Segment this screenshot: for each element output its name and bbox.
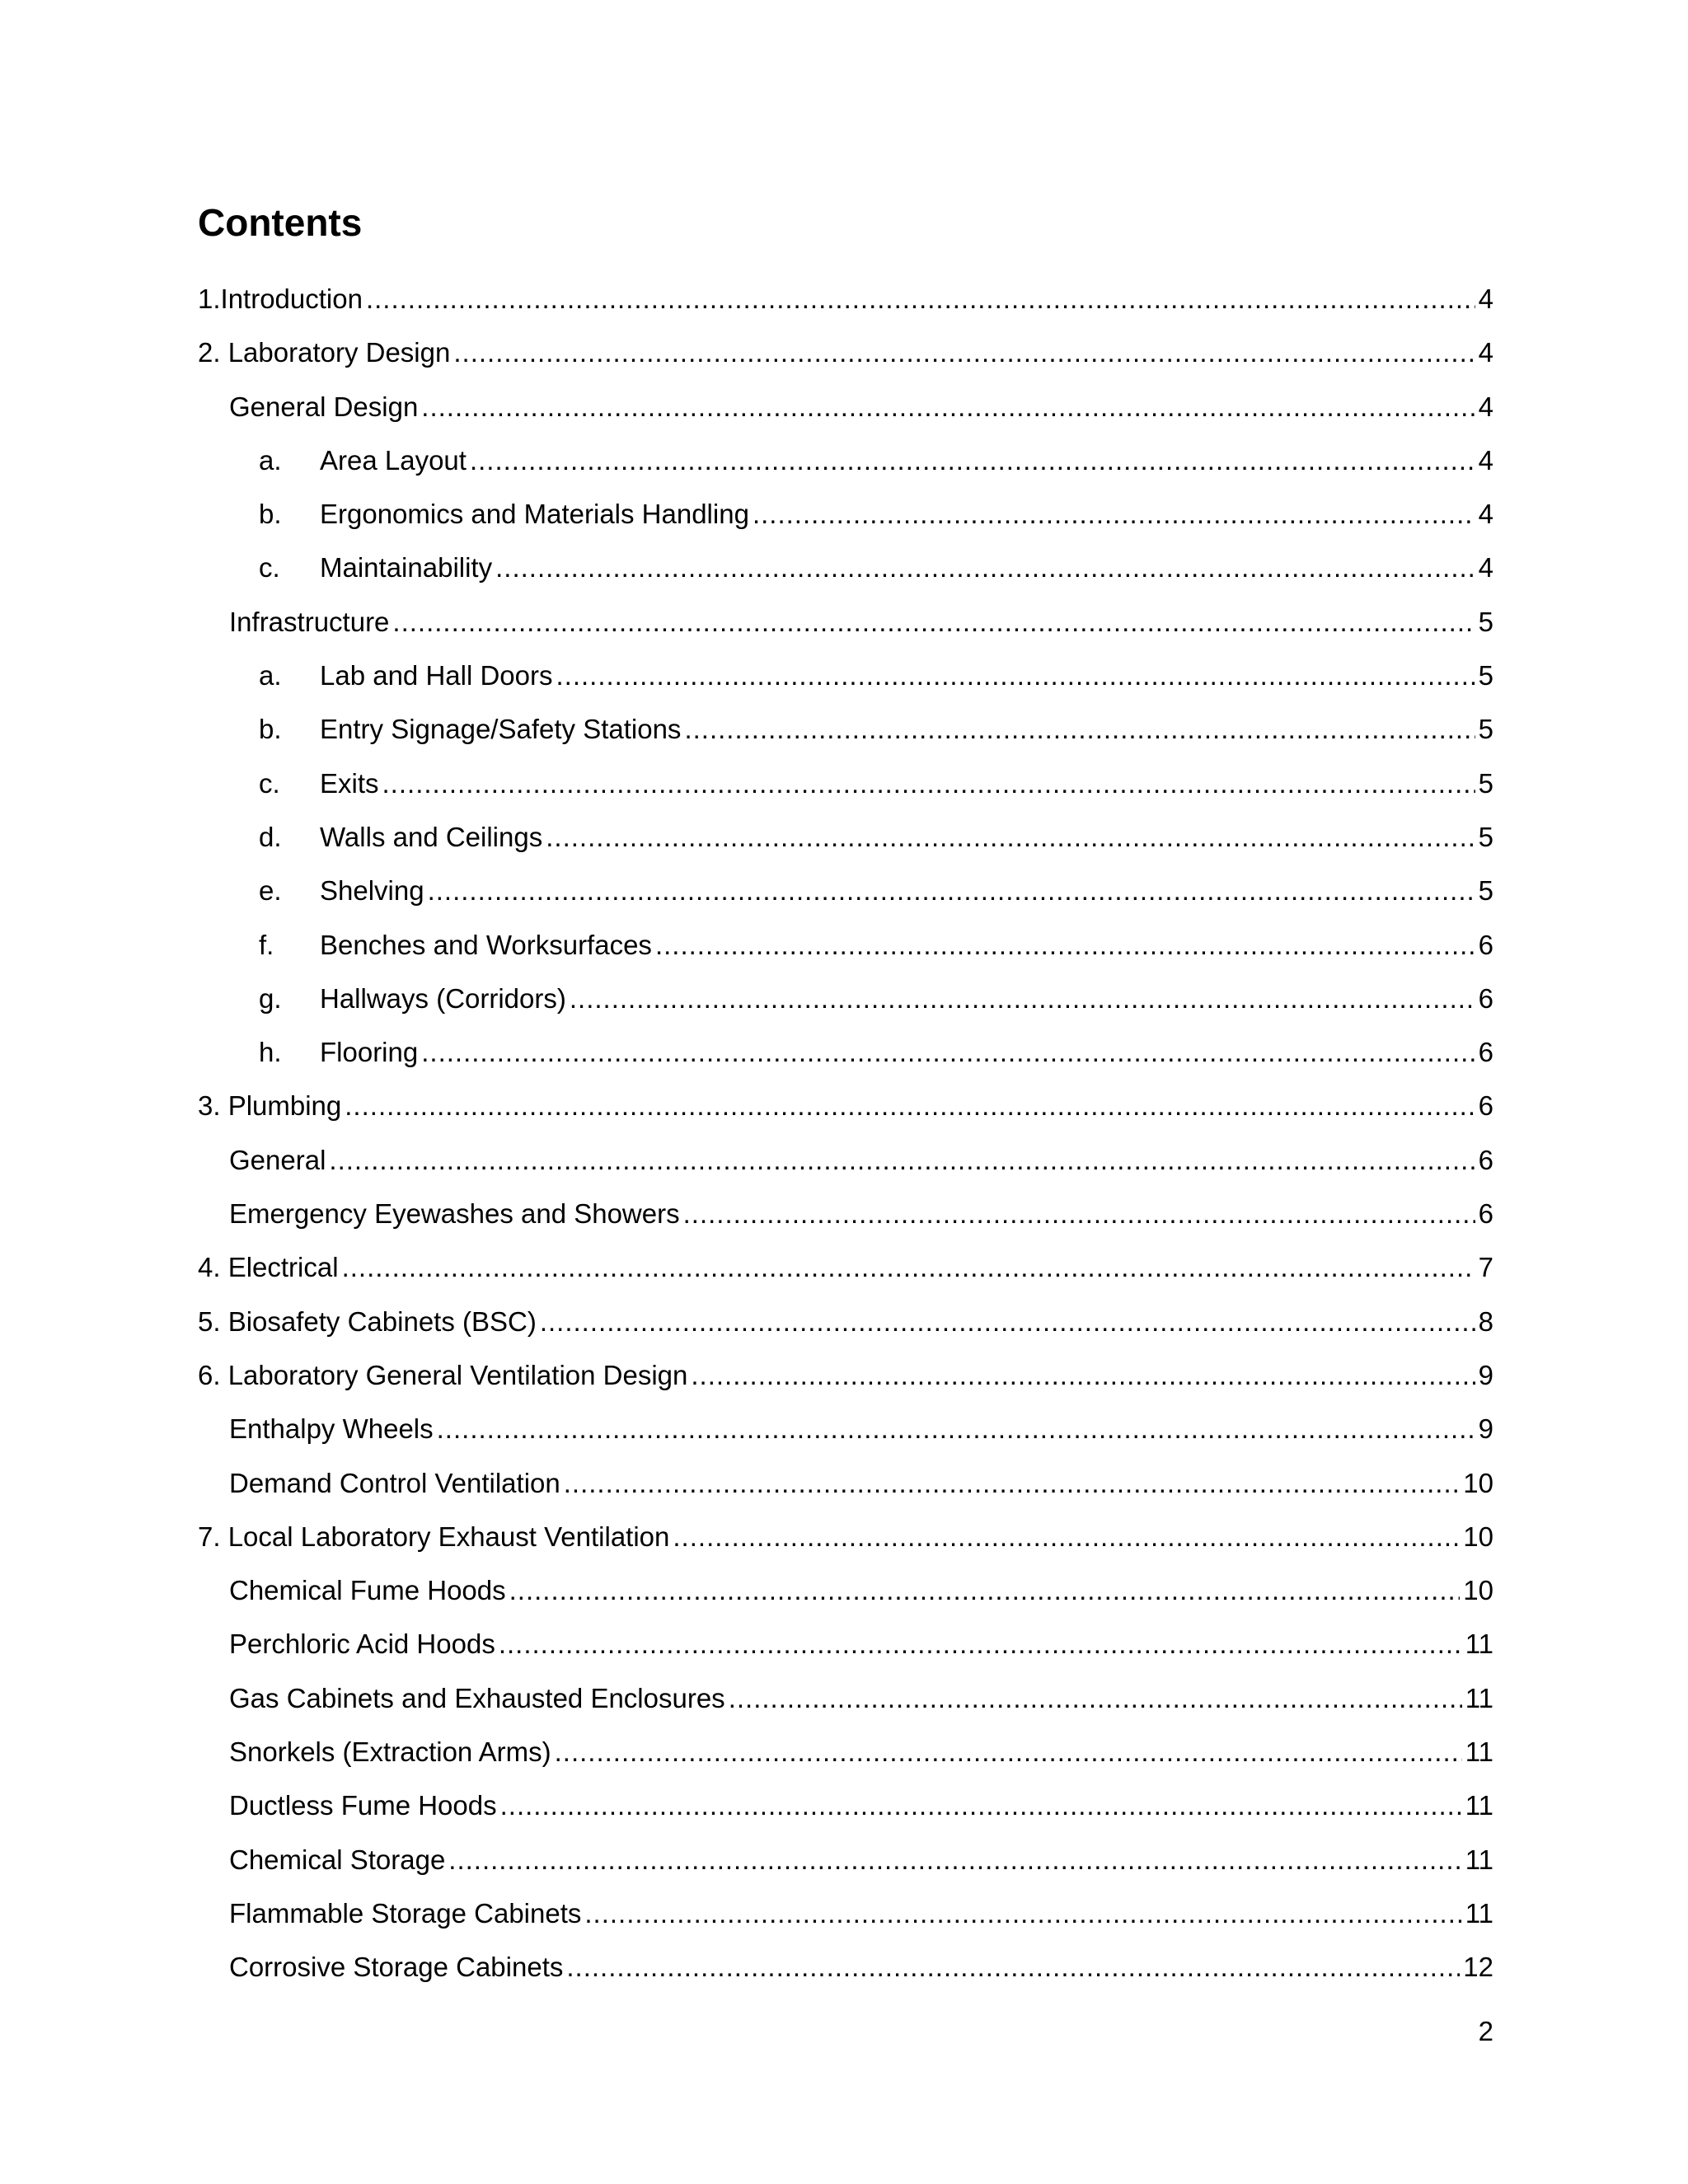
toc-entry-page-ref: 4 (1478, 337, 1493, 368)
toc-entry[interactable] (198, 1725, 1493, 1779)
toc-entry-page-ref: 5 (1478, 606, 1493, 637)
toc-entry[interactable] (198, 1025, 1493, 1079)
dot-leader (500, 1779, 1462, 1832)
toc-entry-page-ref: 4 (1478, 499, 1493, 530)
toc-entry[interactable] (198, 757, 1493, 810)
dot-leader (546, 810, 1475, 864)
toc-entry-page-ref: 12 (1463, 1952, 1493, 1983)
toc-entry-marker: g. (259, 982, 282, 1014)
toc-entry-label: Hallways (Corridors) (320, 982, 566, 1014)
toc-entry-label: Flooring (320, 1037, 419, 1068)
dot-leader (495, 541, 1475, 594)
dot-leader (437, 1402, 1475, 1455)
toc-entry-label: Walls and Ceilings (320, 821, 543, 852)
toc-entry[interactable] (198, 702, 1493, 756)
toc-entry-page-ref: 6 (1478, 982, 1493, 1014)
toc-entry-label: Corrosive Storage Cabinets (229, 1952, 564, 1983)
toc-entry-page-ref: 11 (1465, 1736, 1493, 1768)
dot-leader (729, 1671, 1462, 1725)
toc-entry[interactable] (198, 1295, 1493, 1348)
toc-entry-marker: d. (259, 821, 282, 852)
toc-entry-label: Area Layout (320, 444, 467, 476)
toc-entry-label: 1.Introduction (198, 284, 363, 314)
toc-entry-page-ref: 4 (1478, 552, 1493, 583)
toc-entry[interactable] (198, 1456, 1493, 1510)
toc-entry[interactable] (198, 918, 1493, 972)
toc-entry-page-ref: 6 (1478, 1198, 1493, 1230)
toc-entry-page-ref: 4 (1478, 391, 1493, 422)
toc-entry-label: General (229, 1144, 326, 1175)
toc-entry-page-ref: 6 (1478, 1090, 1493, 1122)
toc-entry-page-ref: 11 (1465, 1844, 1493, 1875)
dot-leader (342, 1240, 1475, 1294)
toc-entry-label: Ergonomics and Materials Handling (320, 499, 749, 530)
toc-entry-marker: b. (259, 499, 282, 530)
toc-entry-page-ref: 10 (1463, 1521, 1493, 1552)
toc-entry[interactable] (198, 649, 1493, 702)
toc-entry-label: Flammable Storage Cabinets (229, 1897, 582, 1929)
toc-entry-label: 6. Laboratory General Ventilation Design (198, 1359, 688, 1390)
toc-entry[interactable] (198, 272, 1493, 326)
toc-entry[interactable] (198, 380, 1493, 434)
toc-entry-label: General Design (229, 391, 419, 422)
toc-entry-label: Demand Control Ventilation (229, 1467, 560, 1498)
toc-entry-label: 7. Local Laboratory Exhaust Ventilation (198, 1521, 670, 1552)
toc-entry-marker: f. (259, 929, 274, 960)
toc-entry[interactable] (198, 595, 1493, 649)
toc-entry-page-ref: 6 (1478, 1144, 1493, 1175)
table-of-contents (198, 272, 1493, 1994)
toc-entry[interactable] (198, 1617, 1493, 1671)
dot-leader (421, 380, 1475, 434)
toc-entry-page-ref: 4 (1478, 444, 1493, 476)
dot-leader (753, 487, 1475, 541)
toc-entry[interactable] (198, 1886, 1493, 1940)
toc-entry-marker: e. (259, 875, 282, 907)
toc-entry-marker: a. (259, 444, 282, 476)
dot-leader (382, 757, 1475, 810)
toc-entry-label: 5. Biosafety Cabinets (BSC) (198, 1305, 537, 1337)
dot-leader (556, 649, 1475, 702)
toc-entry-label: Exits (320, 767, 379, 799)
dot-leader (655, 918, 1475, 972)
toc-entry-label: 4. Electrical (198, 1252, 339, 1283)
toc-entry-label: Chemical Storage (229, 1844, 446, 1875)
toc-entry-label: Entry Signage/Safety Stations (320, 714, 682, 745)
toc-entry-label: Benches and Worksurfaces (320, 929, 652, 960)
toc-entry-page-ref: 10 (1463, 1575, 1493, 1606)
toc-entry-label: Enthalpy Wheels (229, 1413, 434, 1445)
dot-leader (566, 1940, 1460, 1994)
dot-leader (570, 972, 1475, 1025)
dot-leader (448, 1833, 1461, 1886)
dot-leader (683, 1187, 1475, 1240)
toc-entry-page-ref: 9 (1478, 1413, 1493, 1445)
toc-entry[interactable] (198, 434, 1493, 487)
toc-entry[interactable] (198, 1187, 1493, 1240)
toc-entry-label: Gas Cabinets and Exhausted Enclosures (229, 1682, 725, 1713)
toc-entry-marker: a. (259, 660, 282, 691)
dot-leader (509, 1563, 1461, 1617)
toc-entry-label: Snorkels (Extraction Arms) (229, 1736, 551, 1768)
dot-leader (470, 434, 1475, 487)
dot-leader (421, 1025, 1475, 1079)
toc-entry-label: Maintainability (320, 552, 493, 583)
toc-entry[interactable] (198, 1240, 1493, 1294)
toc-entry[interactable] (198, 326, 1493, 379)
dot-leader (564, 1456, 1461, 1510)
toc-entry[interactable] (198, 541, 1493, 594)
dot-leader (329, 1133, 1475, 1187)
toc-entry-marker: c. (259, 767, 280, 799)
toc-entry-marker: c. (259, 552, 280, 583)
toc-entry-label: Chemical Fume Hoods (229, 1575, 506, 1606)
toc-entry-page-ref: 6 (1478, 1037, 1493, 1068)
page-number: 2 (1478, 2016, 1493, 2046)
dot-leader (345, 1079, 1475, 1132)
toc-entry-page-ref: 10 (1463, 1467, 1493, 1498)
toc-entry-page-ref: 8 (1478, 1305, 1493, 1337)
dot-leader (366, 272, 1475, 326)
toc-entry-page-ref: 6 (1478, 929, 1493, 960)
dot-leader (673, 1510, 1460, 1563)
toc-entry[interactable] (198, 972, 1493, 1025)
toc-entry-page-ref: 4 (1478, 284, 1493, 314)
toc-entry[interactable] (198, 1348, 1493, 1402)
dot-leader (428, 864, 1475, 917)
toc-entry[interactable] (198, 1079, 1493, 1132)
toc-entry-page-ref: 11 (1465, 1790, 1493, 1821)
toc-entry[interactable] (198, 1779, 1493, 1832)
toc-entry-page-ref: 7 (1478, 1252, 1493, 1283)
dot-leader (684, 702, 1475, 756)
toc-entry[interactable] (198, 487, 1493, 541)
dot-leader (691, 1348, 1475, 1402)
toc-entry[interactable] (198, 1510, 1493, 1563)
toc-entry[interactable] (198, 864, 1493, 917)
toc-entry[interactable] (198, 1563, 1493, 1617)
dot-leader (555, 1725, 1462, 1779)
toc-entry-marker: b. (259, 714, 282, 745)
toc-entry-marker: h. (259, 1037, 282, 1068)
toc-entry-page-ref: 5 (1478, 875, 1493, 907)
toc-entry[interactable] (198, 1833, 1493, 1886)
toc-entry[interactable] (198, 1940, 1493, 1994)
toc-entry[interactable] (198, 1133, 1493, 1187)
toc-entry-page-ref: 11 (1465, 1629, 1493, 1660)
toc-entry[interactable] (198, 1402, 1493, 1455)
dot-leader (540, 1295, 1475, 1348)
toc-entry-label: 3. Plumbing (198, 1090, 342, 1122)
toc-entry-label: Ductless Fume Hoods (229, 1790, 497, 1821)
toc-entry-page-ref: 9 (1478, 1359, 1493, 1390)
dot-leader (453, 326, 1475, 379)
page-title: Contents (198, 201, 363, 244)
dot-leader (499, 1617, 1462, 1671)
toc-entry-label: Perchloric Acid Hoods (229, 1629, 495, 1660)
toc-entry-page-ref: 5 (1478, 821, 1493, 852)
toc-entry-label: Emergency Eyewashes and Showers (229, 1198, 680, 1230)
toc-entry-label: Infrastructure (229, 606, 390, 637)
toc-entry-page-ref: 11 (1465, 1682, 1493, 1713)
toc-entry-page-ref: 11 (1465, 1897, 1493, 1929)
toc-entry-page-ref: 5 (1478, 767, 1493, 799)
dot-leader (392, 595, 1475, 649)
toc-entry-label: 2. Laboratory Design (198, 337, 451, 368)
toc-entry[interactable] (198, 1671, 1493, 1725)
toc-entry-page-ref: 5 (1478, 714, 1493, 745)
dot-leader (584, 1886, 1461, 1940)
toc-entry[interactable] (198, 810, 1493, 864)
toc-entry-label: Shelving (320, 875, 424, 907)
toc-entry-page-ref: 5 (1478, 660, 1493, 691)
toc-entry-label: Lab and Hall Doors (320, 660, 553, 691)
